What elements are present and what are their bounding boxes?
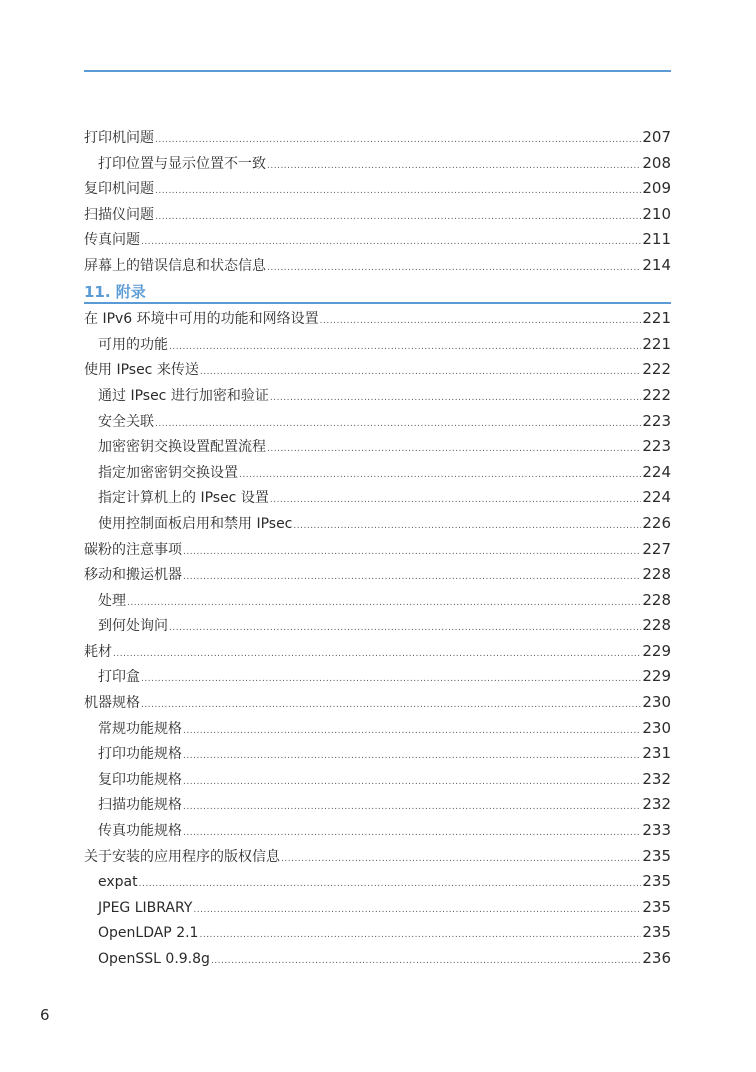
- toc-entry[interactable]: [84, 869, 671, 895]
- toc-entry[interactable]: [84, 332, 671, 358]
- header-rule: [84, 70, 671, 72]
- toc-leader-dots: [193, 898, 641, 924]
- toc-leader-dots: [141, 230, 641, 256]
- toc-entry-page: 210: [642, 204, 671, 223]
- toc-entry-title: 使用 IPsec 来传送: [84, 362, 199, 379]
- toc-entry[interactable]: [84, 125, 671, 151]
- toc-entry-page: 228: [642, 616, 671, 635]
- toc-entry[interactable]: [84, 639, 671, 665]
- toc-entry[interactable]: [84, 151, 671, 177]
- toc-leader-dots: [139, 872, 642, 898]
- toc-entry-title: 复印机问题: [84, 181, 154, 198]
- toc-leader-dots: [267, 154, 641, 180]
- toc-leader-dots: [239, 463, 641, 489]
- toc-entry-page: 235: [642, 923, 671, 942]
- toc-entry[interactable]: [84, 176, 671, 202]
- toc-entry-title: 传真功能规格: [98, 823, 182, 840]
- toc-entry-title: 扫描仪问题: [84, 206, 154, 223]
- toc-entry[interactable]: [84, 306, 671, 332]
- toc-entry-title: expat: [98, 874, 138, 891]
- toc-entry-title: 打印盒: [98, 669, 140, 686]
- toc-entry-title: 扫描功能规格: [98, 797, 182, 814]
- toc-entry[interactable]: [84, 588, 671, 614]
- toc-entry[interactable]: [84, 460, 671, 486]
- toc-leader-dots: [155, 179, 641, 205]
- toc-entry-title: 到何处询问: [98, 618, 168, 635]
- toc-entry-page: 222: [642, 360, 671, 379]
- toc-entry-page: 211: [642, 230, 671, 249]
- toc-entry-page: 221: [642, 309, 671, 328]
- toc-leader-dots: [200, 360, 642, 386]
- toc-entry-page: 224: [642, 462, 671, 481]
- page-number: 6: [40, 1006, 50, 1024]
- toc-entry-title: OpenLDAP 2.1: [98, 925, 199, 942]
- toc-leader-dots: [127, 591, 641, 617]
- toc-entry-title: 耗材: [84, 643, 112, 660]
- toc-entry[interactable]: [84, 664, 671, 690]
- toc-entry-title: 常规功能规格: [98, 720, 182, 737]
- toc-leader-dots: [155, 128, 641, 154]
- toc-entry-page: 231: [642, 744, 671, 763]
- toc-entry-page: 207: [642, 128, 671, 146]
- toc-leader-dots: [270, 386, 642, 412]
- toc-entry-page: 223: [642, 411, 671, 430]
- toc-entry-page: 224: [642, 488, 671, 507]
- toc-entry-title: 关于安装的应用程序的版权信息: [84, 848, 280, 865]
- toc-entry-title: 在 IPv6 环境中可用的功能和网络设置: [84, 311, 319, 328]
- toc-entry[interactable]: [84, 716, 671, 742]
- toc-entry-title: 打印机问题: [84, 130, 154, 146]
- toc-leader-dots: [169, 335, 641, 361]
- toc-entry-page: 229: [642, 667, 671, 686]
- toc-entry-page: 230: [642, 718, 671, 737]
- toc-entry-page: 235: [642, 846, 671, 865]
- toc-entry[interactable]: [84, 792, 671, 818]
- toc-leader-dots: [113, 642, 641, 668]
- toc-entry-page: 222: [642, 385, 671, 404]
- toc-entry-title: 屏幕上的错误信息和状态信息: [84, 257, 266, 274]
- toc-leader-dots: [183, 795, 641, 821]
- toc-entry-page: 232: [642, 769, 671, 788]
- toc-entry[interactable]: [84, 253, 671, 279]
- toc-entry[interactable]: [84, 511, 671, 537]
- toc-entry-title: JPEG LIBRARY: [98, 899, 193, 916]
- toc-entry[interactable]: [84, 844, 671, 870]
- toc-leader-dots: [169, 616, 641, 642]
- toc-entry-title: 使用控制面板启用和禁用 IPsec: [98, 515, 293, 532]
- toc-entry[interactable]: [84, 409, 671, 435]
- toc-entry-title: 打印功能规格: [98, 746, 182, 763]
- toc-leader-dots: [183, 744, 641, 770]
- toc-leader-dots: [211, 949, 641, 975]
- toc-entry[interactable]: [84, 562, 671, 588]
- toc-entry-title: 传真问题: [84, 232, 140, 249]
- toc-leader-dots: [155, 412, 641, 438]
- toc-entry-title: 指定加密密钥交换设置: [98, 464, 238, 481]
- toc-entry[interactable]: [84, 537, 671, 563]
- toc-entry[interactable]: [84, 895, 671, 921]
- toc-leader-dots: [155, 205, 641, 231]
- toc-entry[interactable]: [84, 613, 671, 639]
- toc-leader-dots: [281, 847, 641, 873]
- toc-entry-page: 235: [642, 872, 671, 891]
- toc-leader-dots: [267, 256, 641, 282]
- toc-entry-page: 221: [642, 334, 671, 353]
- toc-entry[interactable]: [84, 202, 671, 228]
- toc-entry-title: 指定计算机上的 IPsec 设置: [98, 490, 269, 507]
- toc-leader-dots: [141, 693, 641, 719]
- toc-leader-dots: [199, 923, 641, 949]
- toc-entry-page: 235: [642, 897, 671, 916]
- toc-leader-dots: [183, 821, 641, 847]
- toc-entry[interactable]: [84, 767, 671, 793]
- toc-entry-page: 226: [642, 513, 671, 532]
- table-of-contents: [84, 125, 671, 972]
- toc-leader-dots: [270, 488, 642, 514]
- toc-entry-page: 228: [642, 590, 671, 609]
- toc-entry[interactable]: [84, 357, 671, 383]
- toc-leader-dots: [293, 514, 641, 540]
- toc-entry[interactable]: [84, 818, 671, 844]
- toc-leader-dots: [183, 719, 641, 745]
- toc-entry[interactable]: [84, 227, 671, 253]
- toc-entry[interactable]: [84, 741, 671, 767]
- toc-entry[interactable]: [84, 383, 671, 409]
- toc-leader-dots: [183, 540, 641, 566]
- toc-leader-dots: [267, 437, 641, 463]
- toc-leader-dots: [320, 309, 642, 335]
- toc-entry-page: 236: [642, 949, 671, 967]
- toc-leader-dots: [183, 565, 641, 591]
- toc-entry-title: 打印位置与显示位置不一致: [98, 155, 266, 172]
- toc-leader-dots: [141, 667, 641, 693]
- toc-entry-title: 安全关联: [98, 413, 154, 430]
- toc-entry[interactable]: [84, 920, 671, 946]
- toc-entry-page: 209: [642, 179, 671, 198]
- toc-entry[interactable]: [84, 434, 671, 460]
- toc-entry[interactable]: [84, 485, 671, 511]
- toc-entry-page: 233: [642, 821, 671, 840]
- toc-entry[interactable]: [84, 946, 671, 972]
- toc-entry-title: 复印功能规格: [98, 771, 182, 788]
- toc-entry-title: 处理: [98, 592, 126, 609]
- toc-entry-page: 214: [642, 255, 671, 274]
- toc-entry-title: OpenSSL 0.9.8g: [98, 951, 210, 967]
- toc-leader-dots: [183, 770, 641, 796]
- toc-entry-page: 227: [642, 539, 671, 558]
- toc-entry-page: 228: [642, 565, 671, 584]
- toc-entry-page: 229: [642, 641, 671, 660]
- chapter-heading[interactable]: 11. 附录: [84, 279, 671, 305]
- toc-entry-title: 机器规格: [84, 695, 140, 712]
- toc-entry-title: 可用的功能: [98, 336, 168, 353]
- toc-entry[interactable]: [84, 690, 671, 716]
- toc-entry-title: 加密密钥交换设置配置流程: [98, 439, 266, 456]
- toc-entry-page: 223: [642, 437, 671, 456]
- toc-entry-title: 碳粉的注意事项: [84, 541, 182, 558]
- toc-entry-page: 232: [642, 795, 671, 814]
- toc-entry-page: 230: [642, 693, 671, 712]
- toc-entry-page: 208: [642, 153, 671, 172]
- toc-entry-title: 通过 IPsec 进行加密和验证: [98, 387, 269, 404]
- toc-entry-title: 移动和搬运机器: [84, 567, 182, 584]
